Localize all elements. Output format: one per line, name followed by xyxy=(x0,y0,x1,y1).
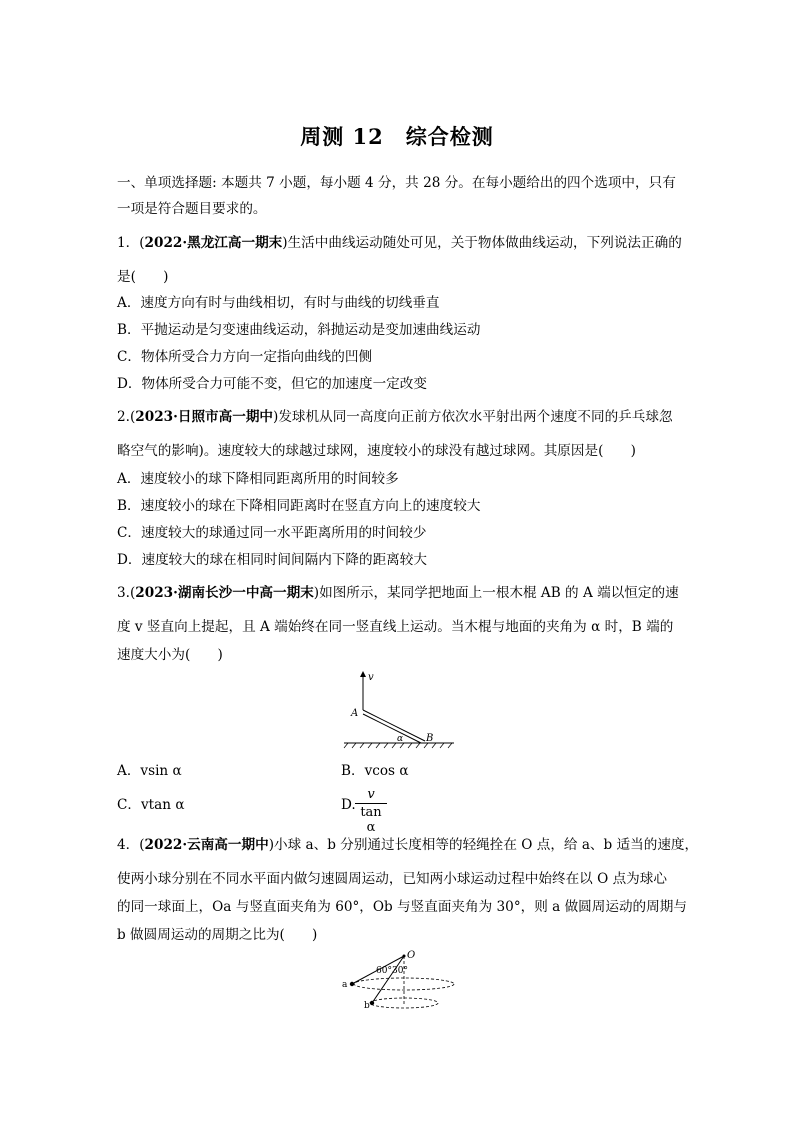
q2-stem-line-2: 略空气的影响)。速度较大的球越过球网，速度较小的球没有越过球网。其原因是( ) xyxy=(117,443,636,459)
section-heading-line-2: 一项是符合题目要求的。 xyxy=(117,201,267,217)
q4-stem-text: )小球 a、b 分别通过长度相等的轻绳拴在 O 点，给 a、b 适当的速度， xyxy=(268,837,699,853)
q4-ball-b xyxy=(370,1001,374,1005)
q3-label-b: B xyxy=(426,733,434,744)
q4-label-a: a xyxy=(342,980,348,990)
page-title: 周测 12 综合检测 xyxy=(300,124,494,149)
q3-rod-line-2 xyxy=(363,714,421,743)
q4-number: 4．( xyxy=(117,837,145,853)
q4-label-o: O xyxy=(407,950,416,961)
q2-source: 2023·日照市高一期中 xyxy=(135,409,274,425)
q3-label-alpha: α xyxy=(397,734,404,744)
q1-stem-text: )生活中曲线运动随处可见，关于物体做曲线运动，下列说法正确的 xyxy=(282,235,682,251)
q1-source: 2022·黑龙江高一期末 xyxy=(144,235,283,251)
q4-source: 2022·云南高一期中 xyxy=(144,837,269,853)
q1-stem-line-2: 是( ) xyxy=(117,269,169,285)
q3-option-d-prefix: D. xyxy=(341,797,356,813)
q2-option-a: A．速度较小的球下降相同距离所用的时间较多 xyxy=(117,471,399,487)
q1-option-d: D．物体所受合力可能不变，但它的加速度一定改变 xyxy=(117,376,427,392)
q3-label-a: A xyxy=(351,708,359,719)
q2-stem-line-1 xyxy=(117,408,673,426)
q4-stem-line-1 xyxy=(117,836,698,854)
q4-label-b: b xyxy=(364,1001,370,1011)
q3-stem-line-1 xyxy=(117,584,679,602)
q4-stem-line-4: b 做圆周运动的周期之比为( ) xyxy=(117,927,318,943)
q4-point-o xyxy=(403,955,406,958)
q3-option-a: A．vsin α xyxy=(117,763,182,779)
q3-label-v: v xyxy=(368,672,374,683)
q4-string-b xyxy=(372,956,404,1003)
q1-number: 1．( xyxy=(117,235,145,251)
q3-stem-text: )如图所示，某同学把地面上一根木棍 AB 的 A 端以恒定的速 xyxy=(313,585,679,601)
q2-number: 2.( xyxy=(117,409,136,425)
q1-option-c: C．物体所受合力方向一定指向曲线的凹侧 xyxy=(117,349,373,365)
q3-number: 3.( xyxy=(117,585,136,601)
q4-angle-60: 60° xyxy=(376,966,392,976)
q2-option-b: B．速度较小的球在下降相同距离时在竖直方向上的速度较大 xyxy=(117,498,481,514)
q1-option-a: A．速度方向有时与曲线相切，有时与曲线的切线垂直 xyxy=(117,295,440,311)
q3-source: 2023·湖南长沙一中高一期末 xyxy=(135,585,314,601)
q3-option-b: B．vcos α xyxy=(341,763,409,779)
q2-option-c: C．速度较大的球通过同一水平距离所用的时间较少 xyxy=(117,525,427,541)
q3-option-c: C．vtan α xyxy=(117,797,185,813)
q3-option-d-fraction xyxy=(355,787,387,835)
q3-stem-line-2: 度 v 竖直向上提起，且 A 端始终在同一竖直线上运动。当木棍与地面的夹角为 α 时，B 端的 xyxy=(117,619,674,635)
q1-option-b: B．平抛运动是匀变速曲线运动，斜抛运动是变加速曲线运动 xyxy=(117,322,481,338)
q3-option-d-fraction-bar xyxy=(355,803,387,804)
q2-option-d: D．速度较大的球在相同时间间隔内下降的距离较大 xyxy=(117,552,427,568)
q3-rod-line xyxy=(363,710,425,741)
q4-stem-line-3: 的同一球面上，Oa 与竖直面夹角为 60°，Ob 与竖直面夹角为 30°，则 a 做圆周运动的周期与 xyxy=(117,899,687,915)
section-heading-line-1: 一、单项选择题: 本题共 7 小题，每小题 4 分，共 28 分。在每小题给出的四个选项中，只有 xyxy=(117,175,676,191)
q3-stem-line-3: 速度大小为( ) xyxy=(117,647,223,663)
q1-stem-line-1 xyxy=(117,234,682,252)
q3-figure-rod xyxy=(336,668,460,750)
q3-option-d-denominator: tan α xyxy=(360,805,382,835)
q4-stem-line-2: 使两小球分别在不同水平面内做匀速圆周运动，已知两小球运动过程中始终在以 O 点为球心 xyxy=(117,871,667,887)
q3-option-d-numerator: v xyxy=(367,787,375,802)
q4-figure-spheres xyxy=(336,948,460,1014)
q2-stem-text: )发球机从同一高度向正前方依次水平射出两个速度不同的乒乓球忽 xyxy=(273,409,673,425)
q4-angle-30: 30° xyxy=(392,966,408,976)
q4-ball-a xyxy=(350,982,354,986)
